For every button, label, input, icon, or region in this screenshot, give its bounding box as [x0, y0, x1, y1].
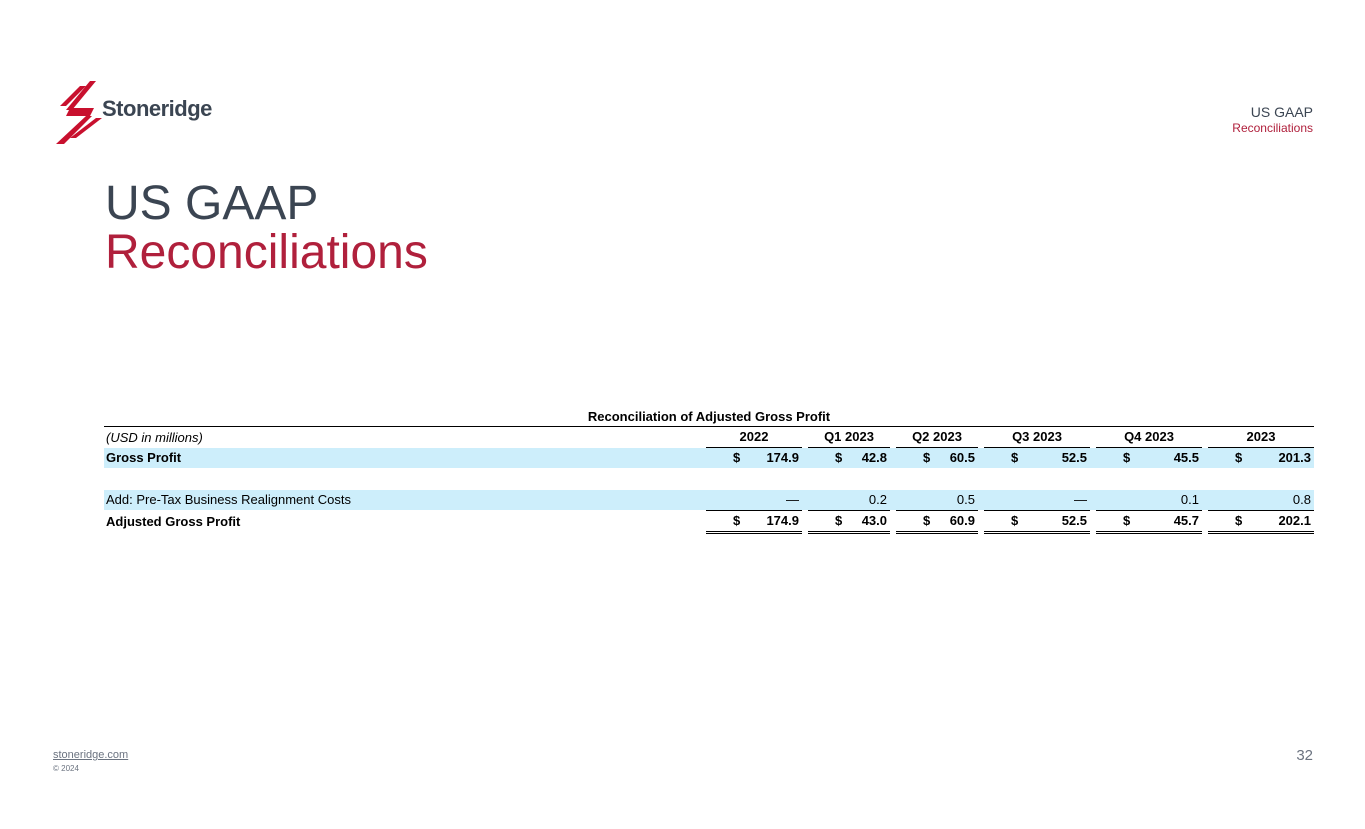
currency-symbol: $ [1235, 513, 1243, 528]
table-body [104, 448, 1314, 534]
cell-value: 43.0 [861, 513, 887, 528]
cell-value: — [786, 492, 799, 507]
stoneridge-logo [50, 78, 220, 150]
value-cell [1096, 448, 1202, 468]
stoneridge-s-logo-icon [50, 78, 110, 148]
table-row [104, 448, 1314, 468]
cell-value: 52.5 [1061, 450, 1087, 465]
value-cell [1208, 510, 1314, 534]
value-cell [896, 448, 978, 468]
row-label: Add: Pre-Tax Business Realignment Costs [104, 490, 700, 510]
column-header: Q1 2023 [808, 426, 890, 448]
value-cell [984, 490, 1090, 510]
cell-value: 174.9 [766, 513, 799, 528]
page-number: 32 [1296, 747, 1313, 764]
currency-symbol: $ [923, 513, 931, 528]
cell-value: 0.2 [868, 492, 887, 507]
section-tag-subtitle: Reconciliations [1232, 121, 1313, 135]
value-cell [706, 490, 802, 510]
value-cell [1096, 510, 1202, 534]
value-cell [1208, 448, 1314, 468]
value-cell [896, 490, 978, 510]
cell-value: — [1074, 492, 1087, 507]
cell-value: 0.5 [956, 492, 975, 507]
cell-value: 52.5 [1061, 513, 1087, 528]
page-title: US GAAP [105, 177, 319, 230]
column-header: 2022 [706, 426, 802, 448]
value-cell [984, 448, 1090, 468]
column-header: 2023 [1208, 426, 1314, 448]
table-title: Reconciliation of Adjusted Gross Profit [587, 409, 831, 424]
row-label: Adjusted Gross Profit [106, 514, 241, 529]
value-cell [808, 448, 890, 468]
currency-symbol: $ [1123, 450, 1131, 465]
cell-value: 201.3 [1278, 450, 1311, 465]
value-cell [706, 510, 802, 534]
row-label: Gross Profit [104, 448, 700, 468]
cell-value: 174.9 [766, 450, 799, 465]
column-header: Q3 2023 [984, 426, 1090, 448]
value-cell [984, 510, 1090, 534]
currency-symbol: $ [835, 513, 843, 528]
logo-wordmark: Stoneridge [102, 96, 212, 121]
value-cell [1208, 490, 1314, 510]
value-cell [808, 490, 890, 510]
currency-symbol: $ [1011, 450, 1019, 465]
currency-symbol: $ [733, 513, 741, 528]
column-header: Q4 2023 [1096, 426, 1202, 448]
column-header: Q2 2023 [896, 426, 978, 448]
page-subtitle: Reconciliations [105, 226, 428, 279]
reconciliation-table-section [104, 408, 1314, 534]
cell-value: 42.8 [861, 450, 887, 465]
currency-symbol: $ [835, 450, 843, 465]
footer-copyright: © 2024 [53, 764, 79, 773]
currency-symbol: $ [1235, 450, 1243, 465]
currency-symbol: $ [733, 450, 741, 465]
value-cell [1096, 490, 1202, 510]
cell-value: 0.1 [1180, 492, 1199, 507]
section-tag-title: US GAAP [1250, 104, 1313, 120]
reconciliation-table [104, 426, 1314, 534]
spacer-row [104, 468, 1314, 490]
cell-value: 60.9 [949, 513, 975, 528]
cell-value: 45.5 [1173, 450, 1199, 465]
currency-symbol: $ [1011, 513, 1019, 528]
cell-value: 202.1 [1278, 513, 1311, 528]
cell-value: 60.5 [949, 450, 975, 465]
section-tag [1232, 104, 1313, 136]
currency-symbol: $ [923, 450, 931, 465]
currency-symbol: $ [1123, 513, 1131, 528]
value-cell [706, 448, 802, 468]
value-cell [808, 510, 890, 534]
table-row [104, 490, 1314, 510]
unit-label: (USD in millions) [104, 426, 700, 448]
table-row [104, 510, 1314, 534]
value-cell [896, 510, 978, 534]
cell-value: 0.8 [1292, 492, 1311, 507]
table-header-row [104, 426, 1314, 448]
spacer-cell [104, 468, 1314, 490]
cell-value: 45.7 [1173, 513, 1199, 528]
footer-website-link[interactable]: stoneridge.com [53, 749, 129, 761]
